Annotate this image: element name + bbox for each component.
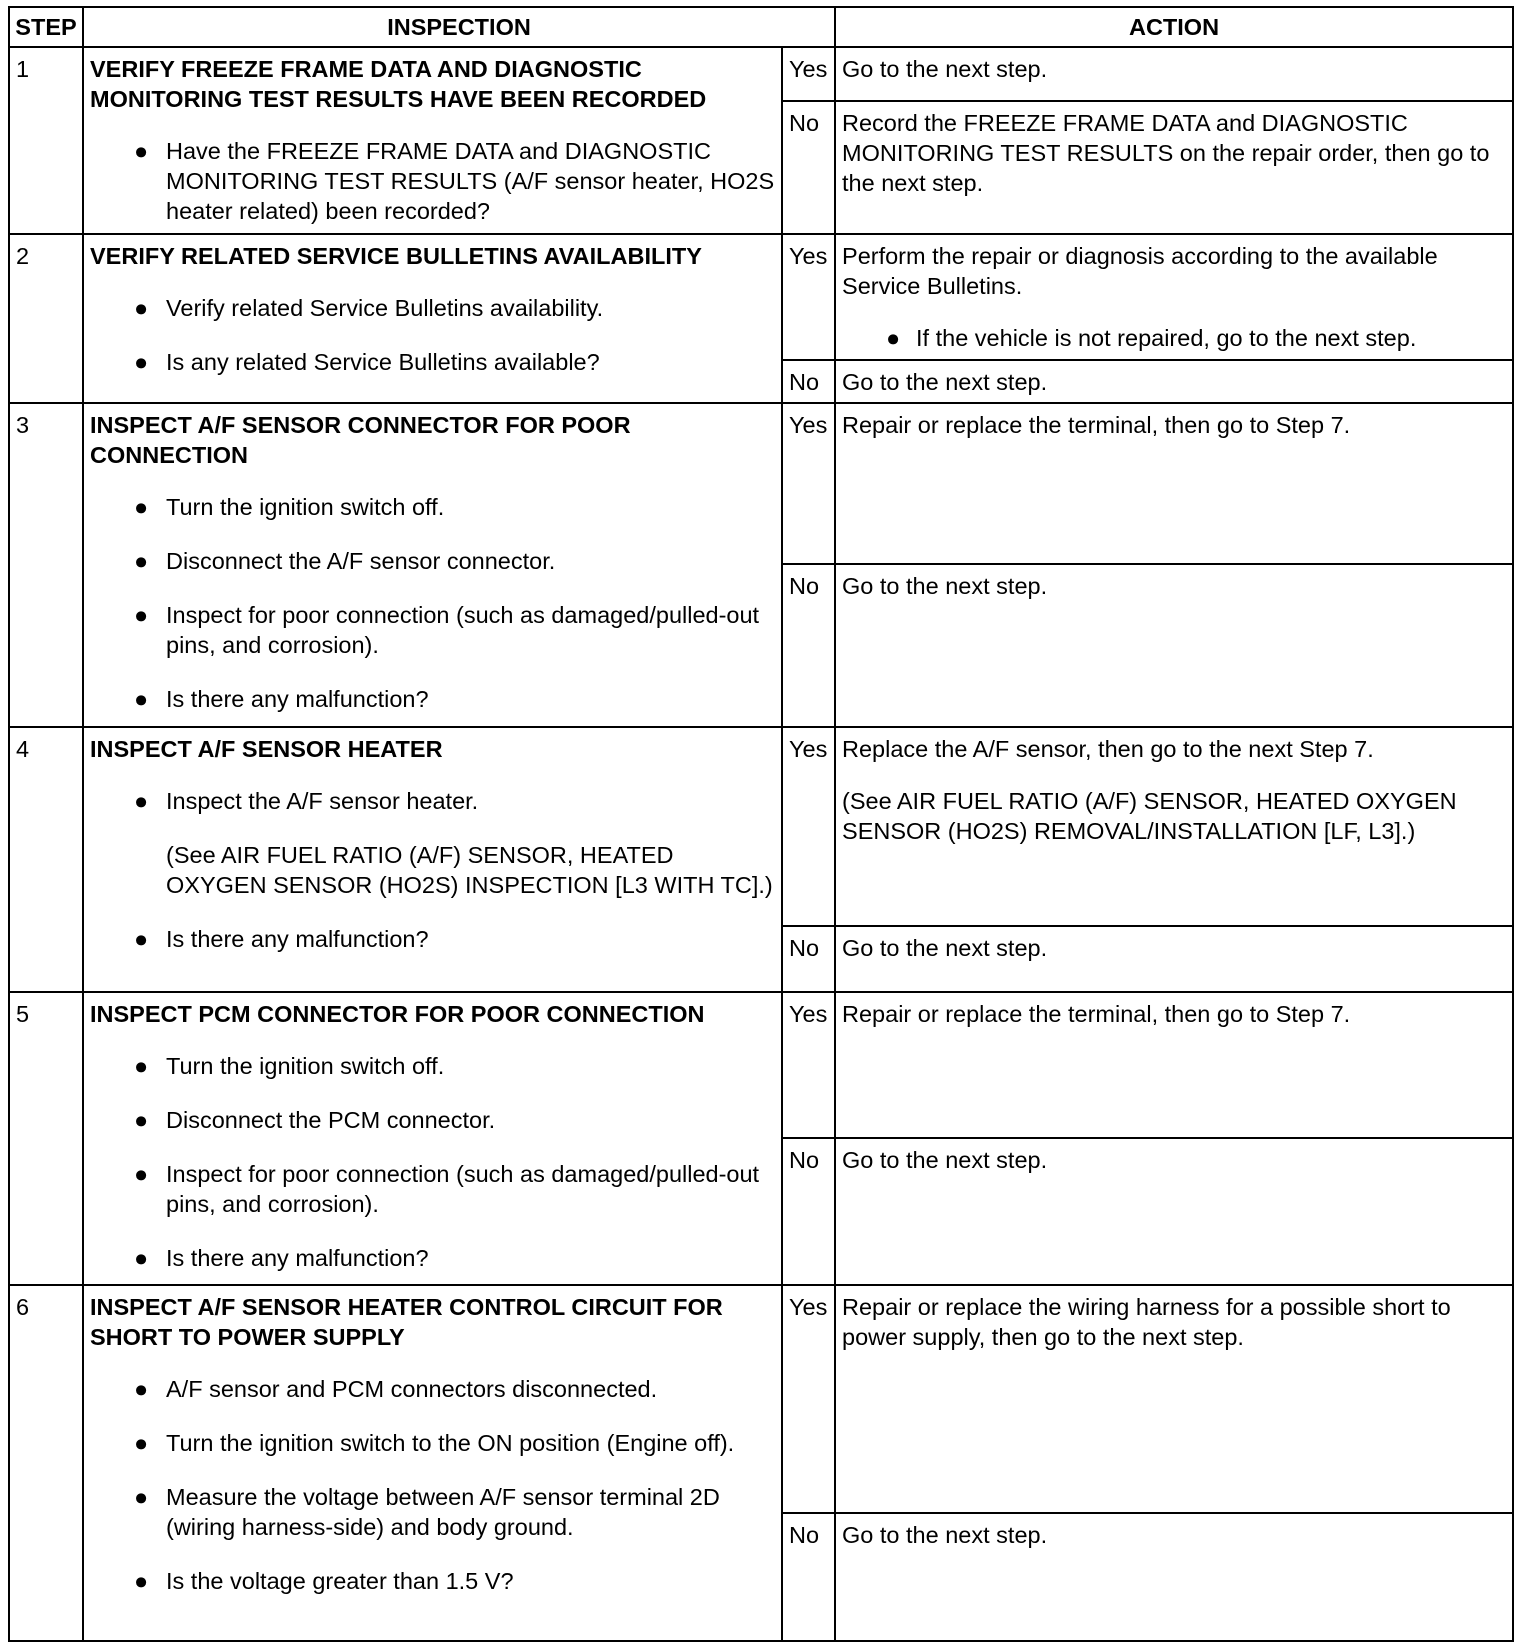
inspection-bullet: ● Is the voltage greater than 1.5 V? xyxy=(134,1567,514,1594)
inspection-bullet: ● Verify related Service Bulletins availability. xyxy=(134,295,604,322)
inspection-bullet: ● Is there any malfunction? xyxy=(134,686,429,713)
no-action: Go to the next step. xyxy=(835,360,1513,403)
yes-action: Replace the A/F sensor, then go to the next Step 7. (See AIR FUEL RATIO (A/F) SENSOR, HEATED OXYGEN SENSOR (HO2S) REMOVAL/INSTALLATION [LF, L3].) xyxy=(835,727,1513,927)
bullet-icon: ● xyxy=(134,138,149,164)
inspection-title: VERIFY RELATED SERVICE BULLETINS AVAILABILITY xyxy=(90,243,702,270)
bullet-icon: ● xyxy=(134,1483,149,1510)
no-action: Go to the next step. xyxy=(835,1513,1513,1641)
inspection-bullet: ● Turn the ignition switch off. xyxy=(134,1052,445,1079)
inspection-title: INSPECT A/F SENSOR CONNECTOR FOR POOR CONNECTION xyxy=(90,412,631,469)
no-label: No xyxy=(782,101,835,234)
bullet-icon: ● xyxy=(134,1244,149,1271)
bullet-icon: ● xyxy=(134,349,149,376)
inspection-cell xyxy=(83,1285,782,1641)
table-row xyxy=(9,992,1513,1139)
bullet-icon: ● xyxy=(134,295,149,322)
inspection-bullet: ● Have the FREEZE FRAME DATA and DIAGNOSTIC MONITORING TEST RESULTS (A/F sensor heater, HO2S heater related) been recorded? xyxy=(134,138,775,224)
table-row xyxy=(9,1285,1513,1513)
inspection-bullet: ● Disconnect the PCM connector. xyxy=(134,1106,496,1133)
inspection-bullet: ● Inspect for poor connection (such as damaged/pulled-out pins, and corrosion). xyxy=(134,602,760,659)
bullet-icon: ● xyxy=(134,686,149,713)
no-action: Go to the next step. xyxy=(835,564,1513,727)
step-number: 3 xyxy=(9,403,83,727)
bullet-icon: ● xyxy=(134,1429,149,1456)
table-row xyxy=(9,727,1513,927)
no-label: No xyxy=(782,564,835,727)
yes-action: Repair or replace the wiring harness for a possible short to power supply, then go to the next step. xyxy=(835,1285,1513,1513)
inspection-title: INSPECT PCM CONNECTOR FOR POOR CONNECTION xyxy=(90,1000,705,1027)
yes-label: Yes xyxy=(782,1285,835,1513)
table-row xyxy=(9,47,1513,101)
step-number: 2 xyxy=(9,234,83,403)
yes-label: Yes xyxy=(782,403,835,564)
action-bullet: ● If the vehicle is not repaired, go to the next step. xyxy=(886,325,1417,352)
bullet-icon: ● xyxy=(134,1567,149,1594)
no-action: Go to the next step. xyxy=(835,926,1513,991)
yes-action: Repair or replace the terminal, then go to Step 7. xyxy=(835,403,1513,564)
bullet-icon: ● xyxy=(134,1375,149,1402)
table-header-row xyxy=(9,7,1513,47)
inspection-bullet: ● Inspect the A/F sensor heater. xyxy=(134,787,479,814)
no-label: No xyxy=(782,1513,835,1641)
no-label: No xyxy=(782,1138,835,1285)
header-action: ACTION xyxy=(835,7,1513,47)
inspection-bullet: ● A/F sensor and PCM connectors disconnected. xyxy=(134,1375,658,1402)
yes-label: Yes xyxy=(782,992,835,1139)
inspection-note: (See AIR FUEL RATIO (A/F) SENSOR, HEATED OXYGEN SENSOR (HO2S) INSPECTION [L3 WITH TC].) xyxy=(166,841,773,898)
yes-label: Yes xyxy=(782,234,835,360)
yes-action: Go to the next step. xyxy=(835,47,1513,101)
step-number: 1 xyxy=(9,47,83,234)
yes-action: Repair or replace the terminal, then go to Step 7. xyxy=(835,992,1513,1139)
no-action: Record the FREEZE FRAME DATA and DIAGNOSTIC MONITORING TEST RESULTS on the repair order, then go to the next step. xyxy=(835,101,1513,234)
inspection-cell xyxy=(83,992,782,1285)
inspection-title: VERIFY FREEZE FRAME DATA AND DIAGNOSTIC MONITORING TEST RESULTS HAVE BEEN RECORDED xyxy=(90,56,707,112)
step-number: 5 xyxy=(9,992,83,1285)
bullet-icon: ● xyxy=(134,787,149,814)
header-step: STEP xyxy=(9,7,83,47)
step-number: 4 xyxy=(9,727,83,992)
yes-action: Perform the repair or diagnosis according to the available Service Bulletins. ● If the vehicle is not repaired, go to the next step. xyxy=(835,234,1513,360)
inspection-bullet: ● Disconnect the A/F sensor connector. xyxy=(134,548,556,575)
inspection-bullet: ● Inspect for poor connection (such as damaged/pulled-out pins, and corrosion). xyxy=(134,1160,760,1217)
inspection-cell xyxy=(83,234,782,403)
inspection-cell xyxy=(83,47,782,234)
inspection-bullet: ● Turn the ignition switch off. xyxy=(134,494,445,521)
yes-label: Yes xyxy=(782,727,835,927)
inspection-bullet: ● Is any related Service Bulletins available? xyxy=(134,349,600,376)
inspection-title: INSPECT A/F SENSOR HEATER xyxy=(90,735,443,762)
step-number: 6 xyxy=(9,1285,83,1641)
yes-label: Yes xyxy=(782,47,835,101)
bullet-icon: ● xyxy=(134,1160,149,1187)
inspection-title: INSPECT A/F SENSOR HEATER CONTROL CIRCUIT FOR SHORT TO POWER SUPPLY xyxy=(90,1293,723,1350)
no-label: No xyxy=(782,926,835,991)
diagnostic-procedure-table xyxy=(8,6,1514,1642)
bullet-icon: ● xyxy=(134,494,149,521)
table-row xyxy=(9,403,1513,564)
bullet-icon: ● xyxy=(134,548,149,575)
bullet-icon: ● xyxy=(886,325,901,352)
inspection-bullet: ● Is there any malfunction? xyxy=(134,925,429,952)
inspection-cell xyxy=(83,403,782,727)
inspection-cell xyxy=(83,727,782,992)
bullet-icon: ● xyxy=(134,602,149,629)
header-inspection: INSPECTION xyxy=(83,7,835,47)
bullet-icon: ● xyxy=(134,1052,149,1079)
table-row xyxy=(9,234,1513,360)
no-label: No xyxy=(782,360,835,403)
inspection-bullet: ● Measure the voltage between A/F sensor terminal 2D (wiring harness-side) and body ground. xyxy=(134,1483,720,1540)
inspection-bullet: ● Is there any malfunction? xyxy=(134,1244,429,1271)
inspection-bullet: ● Turn the ignition switch to the ON position (Engine off). xyxy=(134,1429,735,1456)
no-action: Go to the next step. xyxy=(835,1138,1513,1285)
bullet-icon: ● xyxy=(134,925,149,952)
bullet-icon: ● xyxy=(134,1106,149,1133)
